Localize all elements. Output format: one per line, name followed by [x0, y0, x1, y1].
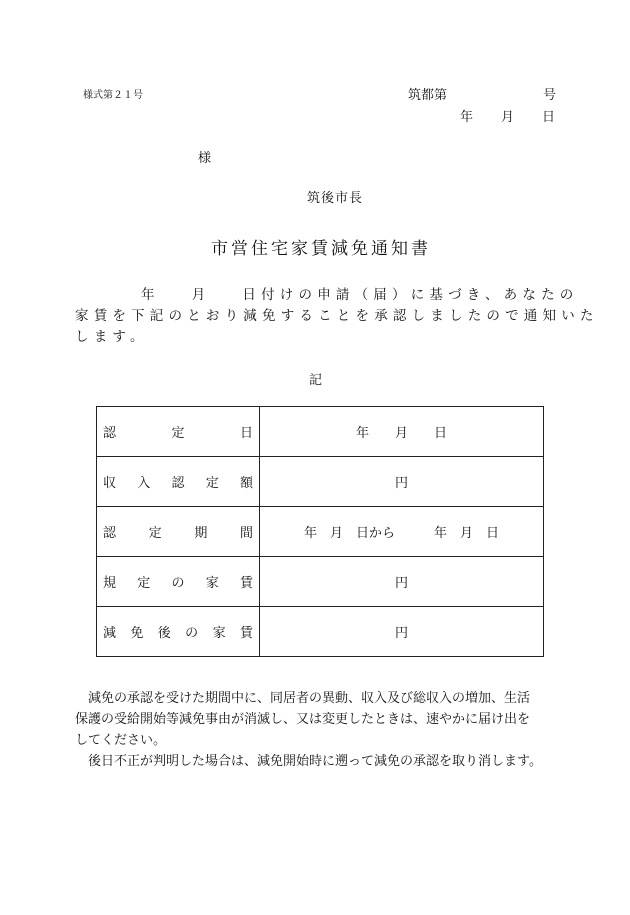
label-char: 賃	[239, 626, 253, 641]
table-row	[97, 607, 544, 657]
label-char: 認	[171, 476, 185, 491]
row-value: 年 月 日	[260, 407, 544, 457]
label-char: 家	[205, 576, 219, 591]
row-label-text	[103, 572, 253, 591]
row-value: 年 月 日から 年 月 日	[260, 507, 544, 557]
table-row	[97, 457, 544, 507]
application-month: 月	[191, 287, 211, 303]
reduction-details-table	[96, 406, 544, 657]
label-char: 日	[239, 426, 253, 441]
label-char: 期	[194, 526, 208, 541]
form-number: 様式第２１号	[83, 90, 143, 101]
label-char: の	[171, 576, 185, 591]
row-label	[97, 607, 260, 657]
table-row	[97, 407, 544, 457]
label-char: 賃	[239, 576, 253, 591]
issue-date	[460, 106, 555, 125]
notice-body-line-1-text: 日付けの申請（届）に基づき、あなたの	[242, 287, 579, 303]
label-char: 収	[103, 476, 117, 491]
notes	[75, 688, 565, 772]
notice-body	[75, 285, 599, 348]
row-label	[97, 457, 260, 507]
issue-date-day: 日	[542, 110, 556, 125]
label-char: 認	[103, 526, 117, 541]
label-char: の	[185, 626, 199, 641]
document-number-prefix: 筑都第	[408, 88, 448, 103]
label-char: 間	[239, 526, 253, 541]
application-year: 年	[141, 287, 160, 303]
table-row	[97, 507, 544, 557]
row-label-text	[103, 472, 253, 491]
label-char: 家	[212, 626, 226, 641]
notice-body-line-1	[75, 285, 579, 306]
notice-body-line-2: 家賃を下記のとおり減免することを承認しましたので通知いた	[75, 308, 599, 324]
row-label	[97, 407, 260, 457]
row-label	[97, 557, 260, 607]
notes-line-4: 後日不正が判明した場合は、減免開始時に遡って減免の承認を取り消します。	[75, 754, 542, 769]
row-value: 円	[260, 457, 544, 507]
label-char: 定	[205, 476, 219, 491]
row-label-text	[103, 422, 253, 441]
row-value: 円	[260, 557, 544, 607]
document-title: 市営住宅家賃減免通知書	[211, 239, 431, 259]
label-char: 定	[171, 426, 185, 441]
row-label-text	[103, 622, 253, 641]
row-value: 円	[260, 607, 544, 657]
table-row	[97, 557, 544, 607]
label-char: 規	[103, 576, 117, 591]
label-char: 減	[103, 626, 117, 641]
notice-body-line-3: します。	[75, 329, 149, 345]
notes-line-2: 保護の受給開始等減免事由が消滅し、又は変更したときは、速やかに届け出を	[75, 712, 531, 727]
label-char: 額	[239, 476, 253, 491]
issue-date-month: 月	[501, 110, 515, 125]
issue-date-year: 年	[460, 110, 474, 125]
label-char: 認	[103, 426, 117, 441]
issuer-name: 筑後市長	[307, 191, 364, 206]
recipient-honorific: 様	[198, 151, 212, 166]
ki-heading: 記	[309, 373, 323, 388]
label-char: 後	[157, 626, 171, 641]
document-number-suffix: 号	[543, 88, 557, 103]
row-label	[97, 507, 260, 557]
notes-line-1: 減免の承認を受けた期間中に、同居者の異動、収入及び総収入の増加、生活	[75, 691, 531, 706]
notes-line-3: してください。	[75, 733, 167, 748]
label-char: 入	[137, 476, 151, 491]
label-char: 定	[148, 526, 162, 541]
label-char: 定	[137, 576, 151, 591]
row-label-text	[103, 522, 253, 541]
label-char: 免	[130, 626, 144, 641]
